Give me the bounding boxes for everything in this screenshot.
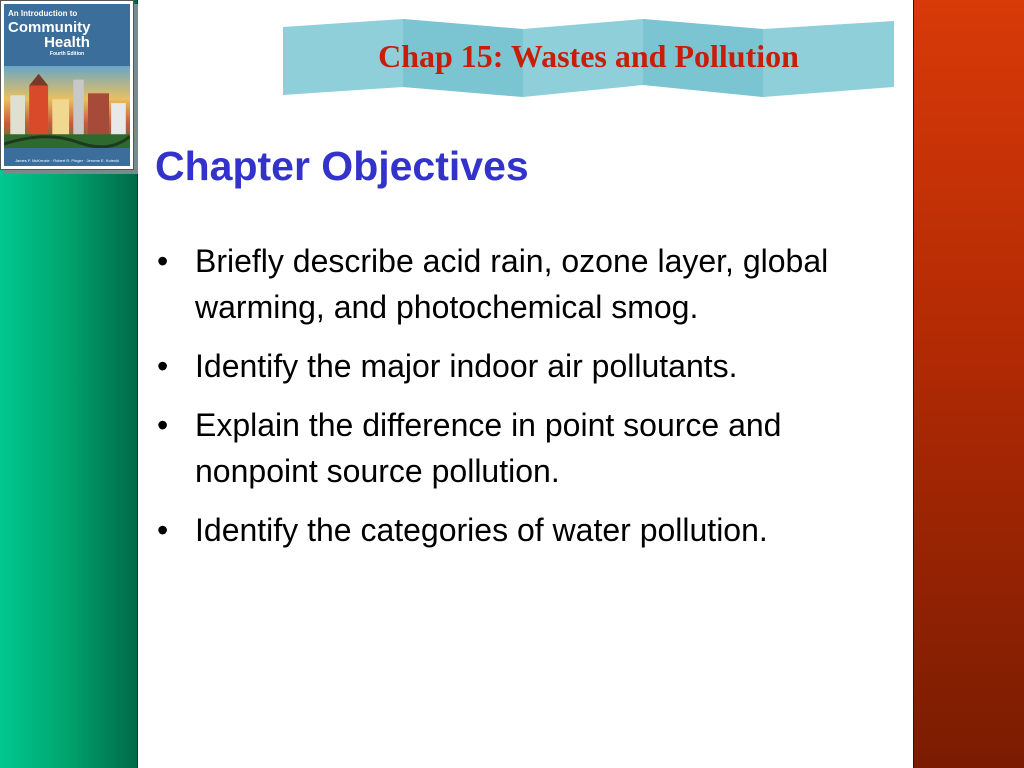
list-item (155, 507, 885, 553)
bullet-icon: • (157, 243, 169, 279)
list-item (155, 402, 885, 494)
list-item-text: Identify the major indoor air pollutants. (195, 348, 738, 384)
chapter-ribbon-banner (283, 17, 894, 102)
book-cover-edition: Fourth Edition (49, 51, 85, 57)
right-decorative-band (913, 0, 1024, 768)
list-item (155, 238, 885, 330)
list-item-text: Identify the categories of water pollution. (195, 512, 768, 548)
bullet-icon: • (157, 512, 169, 548)
objectives-list (155, 238, 885, 566)
town-illustration-icon (4, 66, 130, 148)
book-cover-title (8, 10, 126, 57)
slide-title: Chapter Objectives (155, 143, 529, 189)
book-cover-line2: Community (8, 19, 91, 36)
book-cover-background (4, 4, 130, 166)
book-cover-illustration (4, 66, 130, 148)
list-item (155, 343, 885, 389)
book-cover-line3: Health (44, 34, 90, 51)
bullet-icon: • (157, 348, 169, 384)
book-cover-icon (0, 0, 134, 170)
book-cover-line1: An Introduction to (8, 9, 78, 18)
list-item-text: Briefly describe acid rain, ozone layer, global warming, and photochemical smog. (195, 243, 829, 325)
bullet-icon: • (157, 407, 169, 443)
chapter-heading: Chap 15: Wastes and Pollution (378, 37, 799, 74)
list-item-text: Explain the difference in point source and nonpoint source pollution. (195, 407, 782, 489)
book-cover-authors: James F. McKenzie · Robert R. Pinger · Jerome E. Kotecki (14, 158, 120, 163)
